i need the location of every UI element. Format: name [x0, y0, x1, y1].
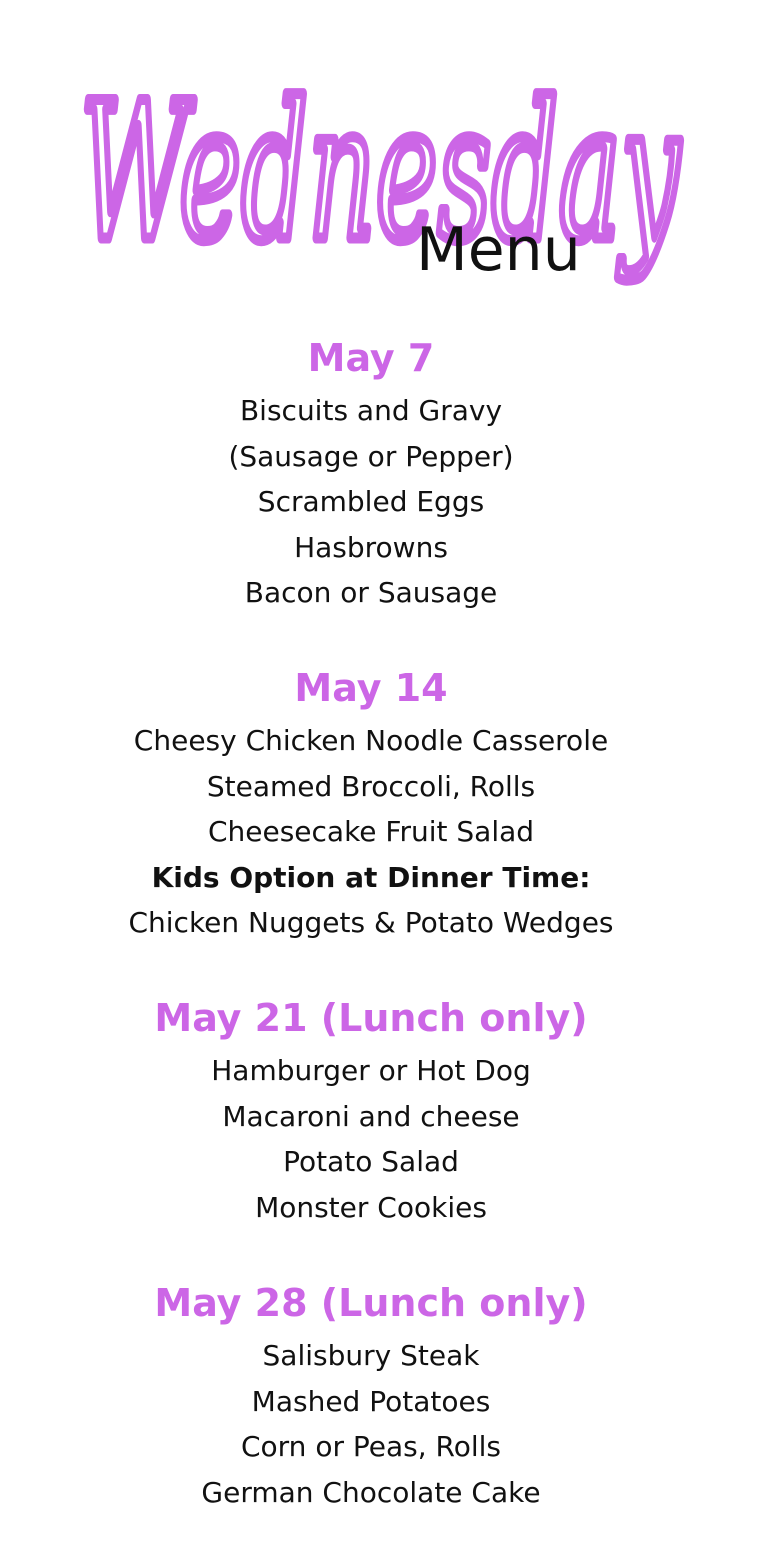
wednesday-title-text: Wednesday: [80, 62, 682, 283]
menu-day-may-28: [0, 1279, 742, 1515]
menu-day-may-14: [0, 664, 742, 946]
menu-item: Monster Cookies: [255, 1190, 487, 1224]
menu-items: [0, 1048, 742, 1230]
menu-items: [0, 718, 742, 946]
menu-subtitle: Menu: [416, 215, 581, 285]
menu-item: Cheesecake Fruit Salad: [207, 815, 535, 848]
menu-day-may-7: [0, 334, 742, 616]
menu-item: Steamed Broccoli, Rolls: [206, 769, 536, 803]
menu-item: Hasbrowns: [294, 530, 448, 564]
wednesday-script-title: [60, 0, 710, 300]
menu-header: [0, 0, 768, 300]
menu-items: [0, 388, 742, 616]
menu-item: Cheesy Chicken Noodle Casserole: [133, 724, 609, 757]
menu-item: (Sausage or Pepper): [228, 439, 514, 473]
menu-item: Salisbury Steak: [262, 1339, 480, 1372]
menu-item: Biscuits and Gravy: [239, 394, 503, 427]
menu-item: German Chocolate Cake: [201, 1475, 541, 1509]
menu-date: May 28 (Lunch only): [154, 1281, 588, 1325]
menu-date: May 7: [307, 336, 435, 380]
menu-date: May 21 (Lunch only): [154, 996, 588, 1040]
menu-item: Chicken Nuggets & Potato Wedges: [128, 906, 614, 939]
menu-items: [0, 1333, 742, 1515]
menu-item: Mashed Potatoes: [251, 1384, 491, 1418]
menu-item: Scrambled Eggs: [257, 485, 485, 518]
menu-item: Corn or Peas, Rolls: [240, 1430, 502, 1463]
menu-item: Macaroni and cheese: [222, 1099, 520, 1133]
menu-item: Potato Salad: [283, 1145, 459, 1178]
kids-option-label: Kids Option at Dinner Time:: [151, 860, 591, 894]
menu-date: May 14: [294, 666, 448, 710]
menu-day-may-21: [0, 994, 742, 1230]
menu-item: Hamburger or Hot Dog: [211, 1054, 531, 1087]
menu-item: Bacon or Sausage: [244, 576, 498, 609]
